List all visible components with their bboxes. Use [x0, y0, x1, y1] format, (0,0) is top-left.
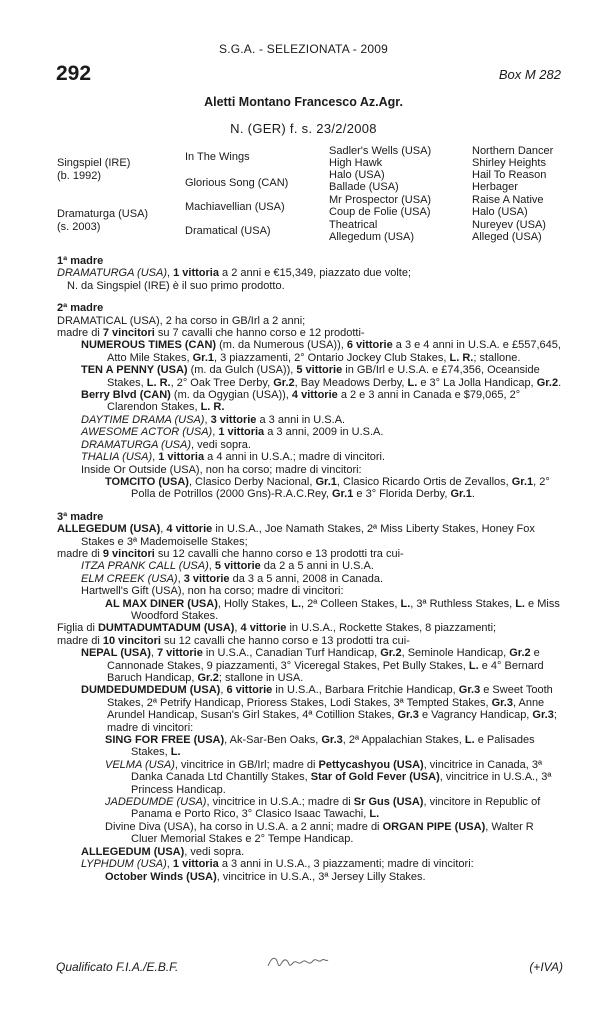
produce-entry	[57, 364, 563, 389]
pedigree-sire-year: (b. 1992)	[57, 170, 102, 182]
pedigree-gen2: Dramatical (USA)	[185, 225, 271, 237]
text: a 3 anni in U.S.A.	[256, 413, 346, 426]
pedigree-gen2: Machiavellian (USA)	[185, 201, 285, 213]
text: ,	[166, 858, 173, 871]
horse-name: October Winds (USA)	[105, 870, 217, 883]
text: da 3 a 5 anni, 2008 in Canada.	[229, 572, 384, 585]
text: , 2ª Appalachian Stakes,	[342, 734, 465, 747]
wins: 4 vittorie	[240, 622, 287, 635]
text: su 7 cavalli che hanno corso e 12 prodotti-	[154, 327, 365, 340]
family-produce	[57, 635, 563, 647]
grade: Gr.2	[197, 672, 219, 684]
second-dam-heading: 2ª madre	[57, 302, 104, 315]
pedigree-gen4: Herbager	[472, 181, 518, 193]
grade: Gr.3	[397, 709, 419, 722]
text: , 2ª Colleen Stakes,	[301, 597, 401, 610]
text: in U.S.A., Joe Namath Stakes, 2ª Miss Liberty Stakes, Honey Fox Stakes e 3ª Mademoiselle Stakes;	[81, 523, 535, 548]
horse-name: Star of Gold Fever (USA)	[310, 771, 440, 784]
pedigree-gen3: Coup de Folie (USA)	[329, 206, 431, 218]
text: a 3 anni in U.S.A., 3 piazzamenti; madre di vincitori:	[218, 858, 474, 871]
grade: L. R.	[146, 376, 171, 389]
text: da 2 a 5 anni in U.S.A.	[260, 560, 374, 573]
horse-name: THALIA (USA)	[81, 451, 153, 464]
text: ,	[234, 622, 241, 635]
horse-name: SING FOR FREE (USA)	[105, 734, 225, 747]
text: , vincitrice in U.S.A., 3ª Princess Handicap.	[131, 771, 552, 796]
text: su 12 cavalli che hanno corso e 13 prodotti tra cui-	[154, 547, 404, 560]
text: e Cannonade Stakes, 9 piazzamenti, 3° Viceregal Stakes, Pet Bully Stakes,	[107, 647, 540, 672]
third-dam-produce	[57, 548, 563, 560]
pedigree-gen2: In The Wings	[185, 151, 250, 163]
horse-name: AL MAX DINER (USA)	[105, 597, 218, 610]
text: e Sweet Tooth Stakes, 2ª Petrify Handicap, Prioress Stakes, Lodi Stakes, 3ª Tempted Stakes,	[107, 684, 553, 709]
text: , Clasico Derby Nacional,	[188, 475, 316, 488]
produce-entry	[57, 439, 563, 451]
pedigree-gen4: Hail To Reason	[472, 169, 547, 181]
text: Divine Diva (USA), ha corso in U.S.A. a 2 anni; madre di	[105, 820, 383, 833]
text: ; stallone.	[473, 351, 521, 364]
vat-note: (+IVA)	[529, 960, 563, 974]
grade: Gr.3	[458, 684, 481, 697]
owner-name: Aletti Montano Francesco Az.Agr.	[204, 95, 403, 109]
grade: Gr.2	[509, 647, 531, 660]
wins: 4 vittorie	[166, 523, 213, 536]
grandproduce-entry	[57, 759, 563, 796]
grade: Gr.3	[491, 696, 513, 709]
horse-name: ITZA PRANK CALL (USA)	[81, 560, 209, 573]
pedigree-gen4: Nureyev (USA)	[472, 219, 546, 231]
text: (m. da Ogygian (USA)),	[170, 389, 292, 402]
grade: Gr.2	[536, 376, 559, 389]
text: ,	[150, 647, 157, 660]
horse-name: DUMDEDUMDEDUM (USA)	[81, 684, 221, 697]
grade: L.	[369, 808, 380, 821]
text: , vedi sopra.	[191, 438, 251, 451]
grade: L.	[515, 597, 525, 610]
text: , vincitrice in U.S.A., 3ª Jersey Lilly Stakes.	[216, 870, 426, 883]
produce-entry: DAYTIME DRAMA (USA), 3 vittorie a 3 anni in U.S.A.	[81, 413, 346, 426]
grade: L.	[468, 659, 479, 672]
produce-entry: ELM CREEK (USA), 3 vittorie da 3 a 5 anni, 2008 in Canada.	[81, 572, 384, 585]
grade: Gr.1	[511, 475, 534, 488]
text: , vincitrice in U.S.A.; madre di	[206, 796, 354, 809]
pedigree-gen4: Northern Dancer	[472, 145, 554, 157]
produce-entry: THALIA (USA), 1 vittoria a 4 anni in U.S.A.; madre di vincitori.	[81, 451, 386, 464]
grade: L.	[170, 746, 181, 759]
pedigree-gen3: High Hawk	[329, 157, 383, 169]
text: a 2 e 3 anni in Canada e $79,065, 2° Clarendon Stakes,	[107, 389, 521, 414]
wins: 5 vittorie	[296, 364, 343, 377]
pedigree-gen3: Theatrical	[329, 219, 378, 231]
pedigree-gen3: Sadler's Wells (USA)	[329, 145, 432, 157]
text: madre di	[57, 634, 103, 647]
text: , vincitore in Republic of Panama e Porto Rico, 3° Clasico Isaac Tawachi,	[131, 796, 541, 821]
horse-name: ALLEGEDUM (USA)	[57, 523, 161, 536]
text: , Clasico Ricardo Ortis de Zevallos,	[336, 475, 512, 488]
wins: 3 vittorie	[183, 572, 230, 585]
text: in U.S.A., Canadian Turf Handicap,	[202, 647, 381, 660]
horse-name: VELMA (USA)	[105, 758, 175, 771]
produce-entry	[57, 389, 563, 414]
text: su 12 cavalli che hanno corso e 13 prodotti tra cui-	[160, 634, 410, 647]
text: , 3ª Ruthless Stakes,	[410, 597, 516, 610]
text: , Anne Arundel Handicap, Susan's Girl Stakes, 4ª Cotillion Stakes,	[107, 696, 545, 722]
horse-name: Pettycashyou (USA)	[318, 758, 424, 771]
text: , Seminole Handicap,	[401, 647, 510, 660]
text: , 3 piazzamenti, 2° Ontario Jockey Club Stakes,	[214, 351, 450, 364]
family-entry	[57, 622, 563, 634]
wins: 6 vittorie	[226, 684, 273, 697]
text: , vincitrice in GB/Irl; madre di	[174, 758, 319, 771]
text: e Vagrancy Handicap,	[418, 709, 533, 722]
text: e Miss Woodford Stakes.	[131, 597, 560, 622]
horse-name: JADEDUMDE (USA)	[105, 796, 207, 809]
wins: 1 vittoria	[172, 858, 219, 871]
text: .	[471, 488, 475, 501]
text: , 2° Polla de Potrillos (2000 Gns)-R.A.C.Rey,	[131, 475, 550, 501]
first-dam-wins: 1 vittoria	[173, 267, 219, 280]
sale-title: S.G.A. - SELEZIONATA - 2009	[218, 42, 388, 56]
horse-name: NUMEROUS TIMES (CAN)	[81, 339, 217, 352]
pedigree-gen4: Alleged (USA)	[472, 231, 542, 243]
wins: 6 vittorie	[346, 339, 393, 352]
text: , Ak-Sar-Ben Oaks,	[224, 734, 322, 747]
grandproduce-entry	[57, 734, 563, 759]
text: in U.S.A., Rockette Stakes, 8 piazzamenti;	[286, 622, 497, 635]
horse-name: ELM CREEK (USA)	[81, 572, 178, 585]
produce-entry: Hartwell's Gift (USA), non ha corso; madre di vincitori:	[81, 585, 344, 598]
text: , vedi sopra.	[184, 845, 245, 858]
grade: Gr.3	[321, 734, 343, 747]
grade: Gr.2	[273, 376, 295, 389]
text: a 3 anni, 2009 in U.S.A.	[264, 426, 384, 439]
grandproduce-entry	[57, 821, 563, 846]
grandproduce-entry	[57, 796, 563, 821]
winners-count: 9 vincitori	[102, 547, 155, 560]
first-dam-note: N. da Singspiel (IRE) è il suo primo prodotto.	[67, 279, 285, 292]
grade: Gr.3	[532, 709, 554, 722]
text: madre di	[57, 547, 103, 560]
text: ,	[220, 684, 227, 697]
produce-entry: ITZA PRANK CALL (USA), 5 vittorie da 2 a 5 anni in U.S.A.	[81, 560, 374, 573]
text: , Bay Meadows Derby,	[294, 376, 408, 389]
grade: L.	[291, 597, 301, 610]
horse-name: NEPAL (USA)	[81, 647, 151, 660]
text: , Holly Stakes,	[217, 597, 292, 610]
wins: 1 vittoria	[218, 426, 265, 439]
pedigree-gen3: Halo (USA)	[329, 169, 385, 181]
first-dam-entry: DRAMATURGA (USA), 1 vittoria a 2 anni e €15,349, piazzato due volte;	[57, 267, 412, 280]
produce-entry	[57, 339, 563, 364]
produce-entry: AWESOME ACTOR (USA), 1 vittoria a 3 anni, 2009 in U.S.A.	[81, 426, 384, 439]
grade: L.	[400, 597, 411, 610]
pedigree-gen3: Mr Prospector (USA)	[329, 194, 432, 206]
text: madre di	[57, 327, 103, 340]
text: e 3° Florida Derby,	[353, 488, 451, 501]
horse-name: ALLEGEDUM (USA)	[81, 845, 185, 858]
text: a 4 anni in U.S.A.; madre di vincitori.	[204, 451, 386, 464]
first-dam-heading: 1ª madre	[57, 255, 104, 267]
produce-entry	[57, 684, 563, 734]
pedigree-gen2: Glorious Song (CAN)	[185, 177, 289, 189]
horse-description: N. (GER) f. s. 23/2/2008	[230, 121, 377, 136]
text: , vincitrice in Canada, 3ª Danka Canada Ltd Chantilly Stakes,	[131, 758, 543, 784]
grade: Gr.1	[315, 475, 337, 488]
text: , Walter R Cluer Memorial Stakes e 2° Tempe Handicap.	[131, 820, 534, 846]
horse-name: AWESOME ACTOR (USA)	[81, 426, 213, 439]
wins: 1 vittoria	[158, 451, 205, 464]
grade: L. R.	[449, 351, 474, 364]
first-dam-text: a 2 anni e €15,349, piazzato due volte;	[218, 267, 412, 280]
horse-name: TEN A PENNY (USA)	[81, 364, 188, 377]
text: ; stallone in USA.	[218, 672, 304, 684]
qualification-note: Qualificato F.I.A./E.B.F.	[56, 960, 179, 974]
pedigree-dam: Dramaturga (USA)	[57, 208, 149, 220]
grade: Gr.1	[192, 351, 214, 364]
produce-entry: Inside Or Outside (USA), non ha corso; madre di vincitori:	[81, 463, 362, 476]
grade: L.	[407, 376, 418, 389]
first-dam-name: DRAMATURGA (USA)	[57, 267, 167, 280]
grade: L. R.	[200, 401, 225, 414]
wins: 7 vittorie	[157, 647, 203, 660]
text: Figlia di	[57, 622, 98, 635]
winners-count: 7 vincitori	[102, 327, 155, 340]
horse-name: LYPHDUM (USA)	[81, 858, 167, 871]
pedigree-gen3: Allegedum (USA)	[329, 231, 414, 243]
pedigree-dam-year: (s. 2003)	[57, 221, 101, 233]
pedigree-gen3: Ballade (USA)	[329, 181, 399, 193]
pedigree-gen4: Shirley Heights	[472, 157, 546, 169]
text: , 2° Oak Tree Derby,	[170, 376, 274, 389]
text: in U.S.A., Barbara Fritchie Handicap,	[272, 684, 459, 697]
third-dam-heading: 3ª madre	[57, 510, 104, 523]
signature-mark	[266, 952, 330, 977]
wins: 3 vittorie	[210, 413, 257, 426]
horse-name: Sr Gus (USA)	[353, 796, 424, 809]
produce-entry	[57, 858, 563, 870]
pedigree-gen4: Raise A Native	[472, 194, 544, 206]
text: in GB/Irl e U.S.A. e £74,356, Oceanside Stakes,	[107, 364, 540, 389]
second-dam-produce	[57, 327, 563, 339]
grade: Gr.1	[331, 488, 354, 501]
text: ; madre di vincitori:	[107, 709, 557, 734]
text: .	[558, 376, 562, 389]
text: (m. da Gulch (USA)),	[187, 364, 297, 377]
text: (m. da Numerous (USA)),	[216, 339, 347, 352]
produce-entry	[57, 846, 563, 858]
horse-name: ORGAN PIPE (USA)	[382, 820, 486, 833]
wins: 5 vittorie	[214, 560, 261, 573]
grade: L.	[464, 734, 475, 747]
text: e 3° La Jolla Handicap,	[417, 376, 537, 389]
winners-count: 10 vincitori	[102, 634, 161, 647]
third-dam-entry: ALLEGEDUM (USA), 4 vittorie in U.S.A., Joe Namath Stakes, 2ª Miss Liberty Stakes, Honey Fox Stakes e 3ª Mademoiselle Stakes;	[57, 523, 535, 548]
pedigree-gen4: Halo (USA)	[472, 206, 528, 218]
horse-name: DUMTADUMTADUM (USA)	[97, 622, 235, 635]
grandproduce-entry	[57, 871, 563, 883]
horse-name: TOMCITO (USA)	[105, 475, 189, 488]
grandproduce-entry	[57, 476, 563, 501]
produce-entry	[57, 647, 563, 684]
grade: Gr.1	[450, 488, 472, 501]
pedigree-sire: Singspiel (IRE)	[57, 157, 131, 169]
text: e 4° Bernard Baruch Handicap,	[107, 659, 544, 684]
grandproduce-entry	[57, 598, 563, 623]
text: a 3 e 4 anni in U.S.A. e £557,645, Atto Mile Stakes,	[107, 339, 561, 364]
box-number: Box M 282	[498, 67, 561, 82]
second-dam-intro: DRAMATICAL (USA), 2 ha corso in GB/Irl a 2 anni;	[57, 314, 306, 327]
wins: 4 vittorie	[291, 389, 338, 402]
lot-number: 292	[56, 62, 92, 85]
text: e Palisades Stakes,	[131, 734, 535, 759]
horse-name: DRAMATURGA (USA)	[81, 438, 191, 451]
horse-name: DAYTIME DRAMA (USA)	[81, 413, 205, 426]
horse-name: Berry Blvd (CAN)	[81, 389, 171, 402]
grade: Gr.2	[380, 647, 402, 660]
catalogue-body	[57, 255, 563, 883]
